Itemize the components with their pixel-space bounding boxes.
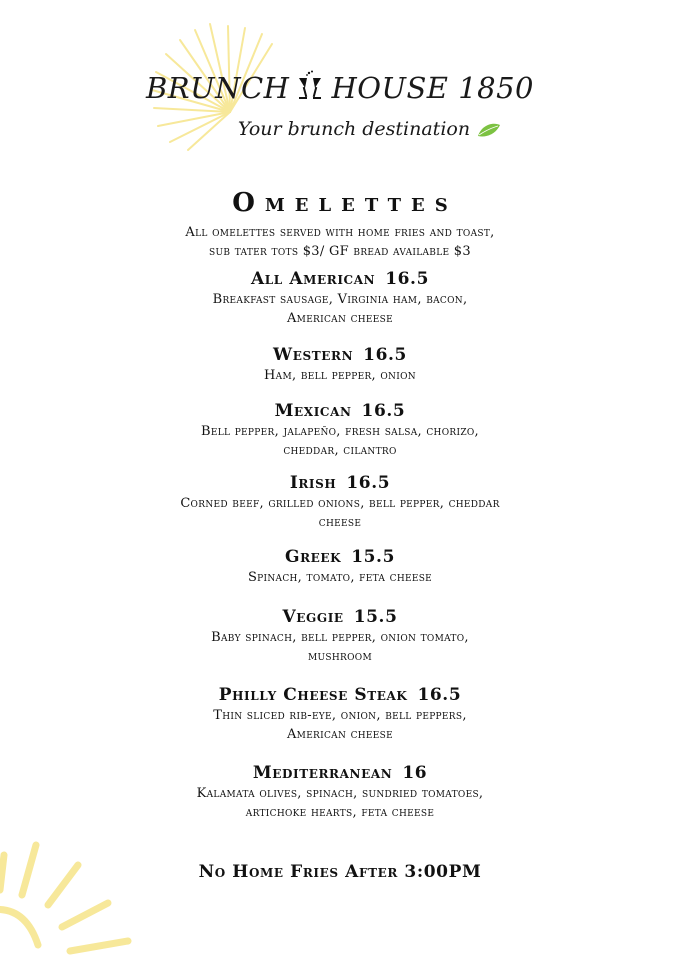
item-desc-line: Kalamata olives, spinach, sundried tomatoes, xyxy=(196,786,484,801)
menu-item xyxy=(0,606,680,666)
tagline-text: Your brunch destination xyxy=(237,118,471,140)
item-price: 16.5 xyxy=(417,685,462,705)
sunburst-bottom-icon xyxy=(0,835,150,962)
item-price: 16.5 xyxy=(363,345,407,365)
item-name: Western xyxy=(273,345,354,365)
item-name: Veggie xyxy=(282,607,344,627)
item-name: Philly Cheese Steak xyxy=(218,685,408,705)
menu-item xyxy=(0,546,680,587)
menu-item xyxy=(0,344,680,385)
menu-item xyxy=(0,472,680,532)
footer-note: No Home Fries After 3:00PM xyxy=(198,862,482,882)
item-price: 16 xyxy=(402,763,428,783)
item-price: 16.5 xyxy=(385,269,430,289)
item-name: Mexican xyxy=(274,401,352,421)
subtitle-line: All omelettes served with home fries and toast, xyxy=(185,225,495,240)
item-price: 15.5 xyxy=(353,607,398,627)
item-name: Irish xyxy=(289,473,337,493)
item-desc-line: cheddar, cilantro xyxy=(283,443,397,458)
item-price: 15.5 xyxy=(351,547,396,567)
brand-logo xyxy=(0,70,680,109)
item-price: 16.5 xyxy=(361,401,406,421)
item-name: All American xyxy=(250,269,376,289)
item-desc-line: mushroom xyxy=(308,649,372,664)
item-desc-line: Thin sliced rib-eye, onion, bell peppers, xyxy=(213,708,467,723)
item-desc-line: Spinach, tomato, feta cheese xyxy=(247,570,433,585)
brand-tagline xyxy=(0,118,680,143)
item-desc-line: American cheese xyxy=(286,311,393,326)
menu-item xyxy=(0,762,680,822)
item-desc-line: Corned beef, grilled onions, bell pepper, cheddar xyxy=(180,496,500,511)
champagne-glasses-icon xyxy=(295,70,325,109)
item-desc-line: Breakfast sausage, Virginia ham, bacon, xyxy=(212,292,468,307)
item-name: Mediterranean xyxy=(252,763,393,783)
subtitle-line: sub tater tots $3/ GF bread available $3 xyxy=(209,244,471,259)
section-title: Omelettes xyxy=(232,188,458,218)
item-desc-line: Ham, bell pepper, onion xyxy=(264,368,416,383)
brand-name-right: HOUSE 1850 xyxy=(331,71,534,105)
item-desc-line: Baby spinach, bell pepper, onion tomato, xyxy=(211,630,469,645)
item-desc-line: American cheese xyxy=(286,727,393,742)
section-subtitle xyxy=(0,223,680,261)
menu-item xyxy=(0,400,680,460)
leaf-icon xyxy=(476,121,502,143)
item-desc-line: artichoke hearts, feta cheese xyxy=(245,805,435,820)
menu-item xyxy=(0,684,680,744)
item-desc-line: Bell pepper, jalapeño, fresh salsa, chorizo, xyxy=(200,424,479,439)
brand-name-left: BRUNCH xyxy=(145,71,290,105)
menu-item xyxy=(0,268,680,328)
item-name: Greek xyxy=(284,547,342,567)
item-desc-line: cheese xyxy=(318,515,362,530)
item-price: 16.5 xyxy=(346,473,391,493)
